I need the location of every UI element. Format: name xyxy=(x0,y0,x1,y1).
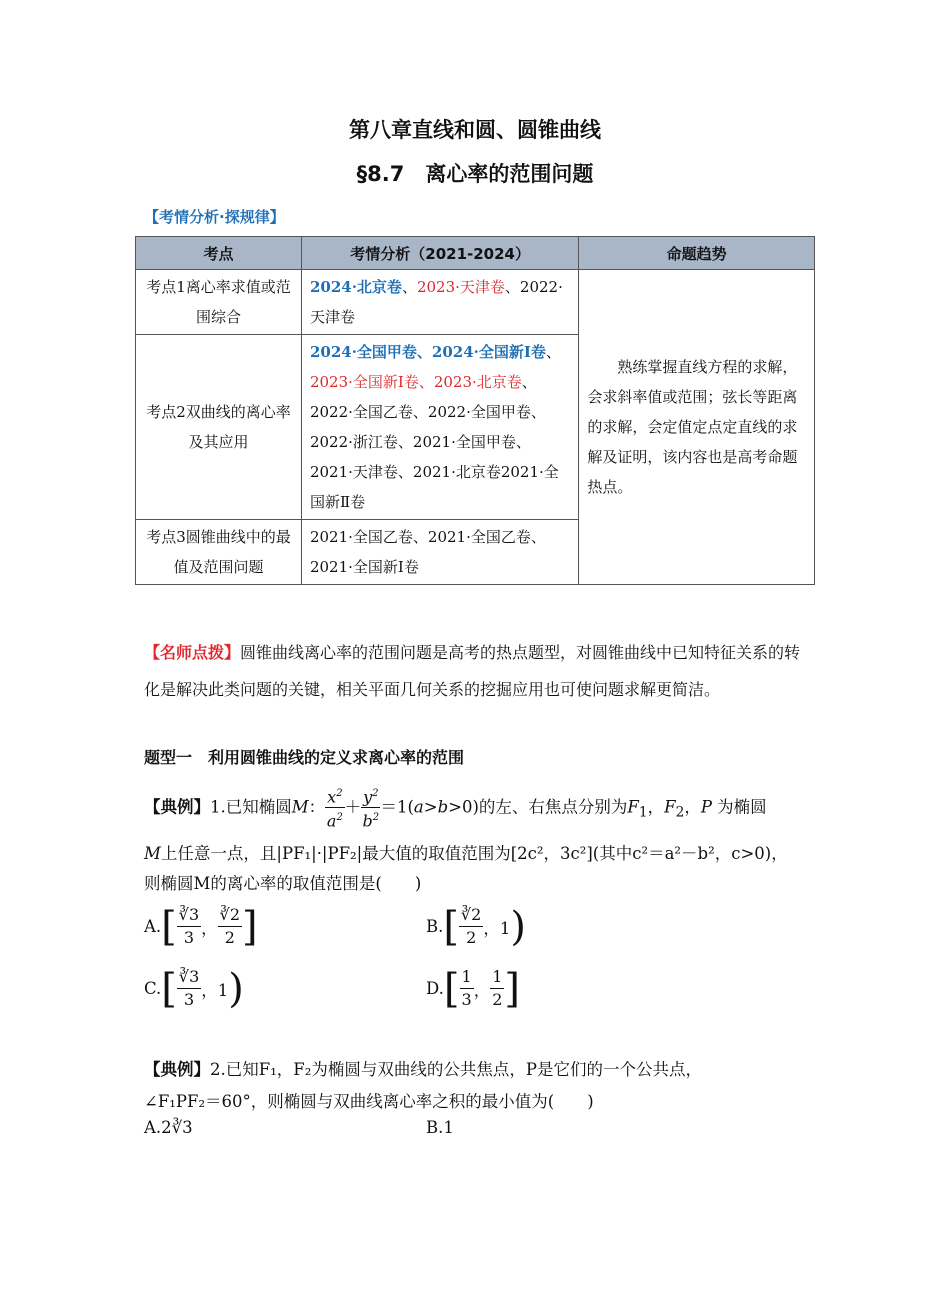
analysis-seg: 、2022·全国乙卷、2022·全国甲卷、2022·浙江卷、2021·全国甲卷、2021·天津卷、2021·北京卷2021·全国新Ⅱ卷 xyxy=(309,373,559,511)
exam-analysis-table xyxy=(135,236,815,585)
type-heading: 题型一 利用圆锥曲线的定义求离心率的范围 xyxy=(144,748,465,767)
analysis-cell xyxy=(301,270,578,335)
example1-line3: 则椭圆M的离心率的取值范围是( ) xyxy=(144,874,422,893)
example-label: 【典例】 xyxy=(144,797,210,817)
option-label: D. xyxy=(426,979,444,998)
analysis-seg: 2023·天津卷 xyxy=(416,278,505,296)
analysis-seg: 、 xyxy=(401,278,417,296)
analysis-cell xyxy=(301,520,578,585)
tip-label: 【名师点拨】 xyxy=(144,643,241,662)
example2-line1-text: 2.已知F₁，F₂为椭圆与双曲线的公共焦点，P是它们的一个公共点， xyxy=(210,1060,702,1079)
example2-line2: ∠F₁PF₂＝60°，则椭圆与双曲线离心率之积的最小值为( ) xyxy=(144,1092,594,1111)
analysis-seg: 2021·全国乙卷、2021·全国乙卷、2021·全国新Ⅰ卷 xyxy=(309,528,546,576)
option-label: C. xyxy=(144,979,162,998)
option-label: B. xyxy=(426,917,444,936)
analysis-seg: 2024·北京卷 xyxy=(309,278,402,296)
option-label: A. xyxy=(144,917,162,936)
analysis-label: 【考情分析·探规律】 xyxy=(144,208,285,226)
point-cell: 考点3圆锥曲线中的最值及范围问题 xyxy=(136,520,302,585)
example1-line1: 【典例】1.已知椭圆M： $\frac{x^2}{a^2}$ ＋ $\frac{y^2}{b^2}$ ＝1(a>b>0)的左、右焦点分别为$F_1$，$F_2$，P 为椭圆 xyxy=(144,784,809,835)
example1-line2-text: 上任意一点，且|PF₁|·|PF₂|最大值的取值范围为[2c²，3c²](其中c²＝a²－b²，c>0)， xyxy=(160,844,788,863)
option-d[interactable]: D. [ 1 3 ， 1 2 ] xyxy=(426,965,520,1012)
point-cell: 考点2双曲线的离心率及其应用 xyxy=(136,335,302,520)
fraction-y2-b2: $\frac{y^2}{b^2}$ xyxy=(361,784,380,832)
example1-q-start: 1.已知椭圆 xyxy=(210,797,292,817)
header-analysis: 考情分析（2021-2024） xyxy=(301,237,578,270)
option-a[interactable]: A. [ ∛3 3 ， ∛2 2 ] xyxy=(144,903,258,950)
option-a[interactable]: A.2∛3 xyxy=(144,1118,193,1137)
example-label: 【典例】 xyxy=(144,1060,210,1079)
option-b[interactable]: B. [ ∛2 2 ，1 ) xyxy=(426,903,526,950)
table-header-row xyxy=(136,237,815,270)
analysis-seg: 、 xyxy=(545,343,561,361)
analysis-cell xyxy=(301,335,578,520)
fraction-x2-a2: $\frac{x^2}{a^2}$ xyxy=(325,784,344,832)
chapter-title: 第八章直线和圆、圆锥曲线 xyxy=(349,118,601,142)
analysis-seg: 2023·全国新Ⅰ卷、2023·北京卷 xyxy=(309,373,522,391)
point-cell: 考点1离心率求值或范围综合 xyxy=(136,270,302,335)
analysis-seg: 2024·全国甲卷、2024·全国新Ⅰ卷 xyxy=(309,343,546,361)
example1-q-end: 的左、右焦点分别为 xyxy=(478,797,628,817)
header-point: 考点 xyxy=(136,237,302,270)
section-title: §8.7 离心率的范围问题 xyxy=(356,162,594,186)
example1-line2: M上任意一点，且|PF₁|·|PF₂|最大值的取值范围为[2c²，3c²](其中c²＝a²－b²，c>0)， xyxy=(144,844,788,863)
table-row xyxy=(136,270,815,335)
option-c[interactable]: C. [ ∛3 3 ，1 ) xyxy=(144,965,244,1012)
tip-text: 圆锥曲线离心率的范围问题是高考的热点题型，对圆锥曲线中已知特征关系的转化是解决此类问题的关键，相关平面几何关系的挖掘应用也可使问题求解更简洁。 xyxy=(144,643,801,699)
header-trend: 命题趋势 xyxy=(579,237,815,270)
example2-line1 xyxy=(144,1052,809,1088)
trend-cell: 熟练掌握直线方程的求解，会求斜率值或范围；弦长等距离的求解，会定值定点定直线的求解及证明，该内容也是高考命题热点。 xyxy=(579,270,815,585)
option-b[interactable]: B.1 xyxy=(426,1118,454,1137)
analysis-seg: 、2022·天津卷 xyxy=(309,278,563,326)
teacher-tip xyxy=(144,634,809,708)
